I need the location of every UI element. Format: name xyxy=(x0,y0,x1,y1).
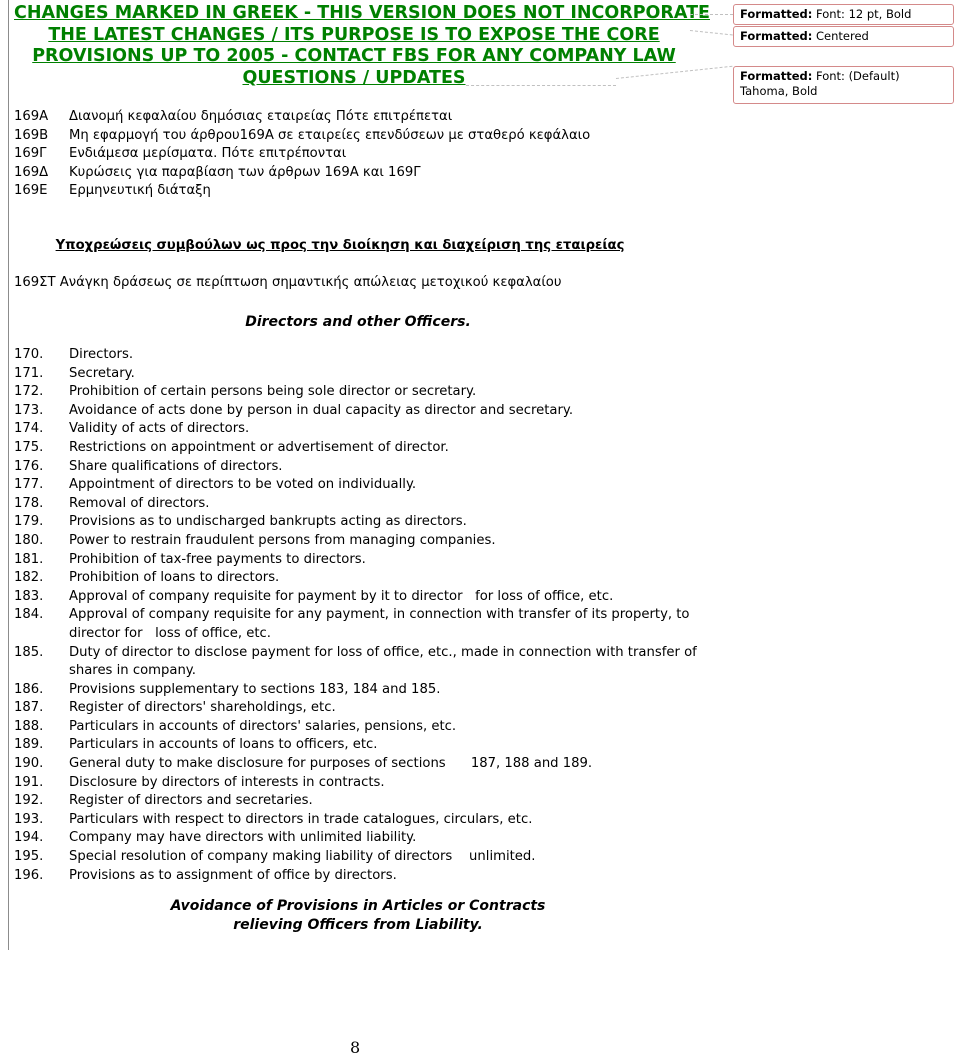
notice-line: CHANGES MARKED IN GREEK - THIS VERSION DOES NOT INCORPORATE xyxy=(14,3,710,23)
section-row xyxy=(14,829,714,848)
section-row xyxy=(14,755,714,774)
section-number: 195. xyxy=(14,849,44,865)
section-row xyxy=(14,439,714,458)
section-row xyxy=(14,458,714,477)
section-number: 188. xyxy=(14,718,44,734)
toc-num: 169Α xyxy=(14,109,49,124)
format-comment[interactable] xyxy=(733,66,954,104)
section-row xyxy=(14,383,714,402)
section-number: 185. xyxy=(14,644,44,660)
section-row xyxy=(14,569,714,588)
notice-banner xyxy=(14,3,710,89)
section-title: Appointment of directors to be voted on individually. xyxy=(69,477,417,493)
section-title: Particulars in accounts of loans to officers, etc. xyxy=(69,737,378,753)
section-row xyxy=(14,699,714,718)
section-title: Particulars with respect to directors in trade catalogues, circulars, etc. xyxy=(69,811,533,827)
section-row xyxy=(14,606,714,643)
section-number: 178. xyxy=(14,495,44,511)
section-row xyxy=(14,365,714,384)
toc-num: 169Γ xyxy=(14,146,47,162)
comment-value: Font: (Default) Tahoma, Bold xyxy=(740,69,900,98)
section-row xyxy=(14,718,714,737)
section-row xyxy=(14,644,714,681)
section-title: Approval of company requisite for payment by it to director for loss of office, etc. xyxy=(69,588,614,604)
section-row xyxy=(14,811,714,830)
section-number: 176. xyxy=(14,458,44,474)
toc-num: 169Ε xyxy=(14,183,48,199)
comment-value: Centered xyxy=(816,29,869,43)
section-row xyxy=(14,774,714,793)
section-number: 180. xyxy=(14,532,44,548)
format-comment[interactable] xyxy=(733,4,954,25)
section-title: Register of directors' shareholdings, etc. xyxy=(69,700,336,716)
comment-value: Font: 12 pt, Bold xyxy=(816,7,912,21)
section-title: Prohibition of certain persons being sole director or secretary. xyxy=(69,384,477,400)
section-row xyxy=(14,792,714,811)
section-title: Approval of company requisite for any payment, in connection with transfer of its property, to director for loss of office, etc. xyxy=(69,607,694,641)
toc-row xyxy=(14,164,590,183)
section-number: 186. xyxy=(14,681,44,697)
section-number: 174. xyxy=(14,421,44,437)
section-row xyxy=(14,681,714,700)
format-comment[interactable] xyxy=(733,26,954,47)
notice-line: THE LATEST CHANGES / ITS PURPOSE IS TO EXPOSE THE CORE xyxy=(48,24,660,45)
toc-text: Μη εφαρμογή του άρθρου169Α σε εταιρείες επενδύσεων με σταθερό κεφάλαιο xyxy=(69,127,591,143)
section-row xyxy=(14,588,714,607)
section-title: Special resolution of company making liability of directors unlimited. xyxy=(69,849,536,865)
section-title: General duty to make disclosure for purposes of sections 187, 188 and 189. xyxy=(69,756,593,772)
section-number: 171. xyxy=(14,365,44,381)
section-number: 182. xyxy=(14,570,44,586)
section-number: 181. xyxy=(14,551,44,567)
section-title: Power to restrain fraudulent persons from managing companies. xyxy=(69,532,496,548)
section-title: Removal of directors. xyxy=(69,495,210,511)
section-number: 173. xyxy=(14,402,44,418)
toc-text: Ενδιάμεσα μερίσματα. Πότε επιτρέπονται xyxy=(69,146,347,162)
section-title: Duty of director to disclose payment for loss of office, etc., made in connection with transfer of shares in company. xyxy=(69,644,701,679)
page-number: 8 xyxy=(350,1038,361,1057)
section-number: 177. xyxy=(14,477,44,493)
section-row xyxy=(14,420,714,439)
section-row xyxy=(14,513,714,532)
section-row xyxy=(14,495,714,514)
section-row xyxy=(14,346,714,365)
section-title: Restrictions on appointment or advertisement of director. xyxy=(69,439,449,455)
section-title: Provisions supplementary to sections 183, 184 and 185. xyxy=(69,681,441,697)
comment-label: Formatted: xyxy=(740,7,813,21)
comment-connector xyxy=(690,14,733,15)
sections-list xyxy=(14,346,714,885)
toc-num: 169Δ xyxy=(14,164,49,180)
section-heading: Directors and other Officers. xyxy=(245,314,471,330)
toc-row xyxy=(14,127,590,146)
toc-row xyxy=(14,182,590,201)
toc-num: 169Β xyxy=(14,127,49,143)
toc-text: Ερμηνευτική διάταξη xyxy=(69,183,211,199)
section-row xyxy=(14,532,714,551)
section-title: Avoidance of acts done by person in dual capacity as director and secretary. xyxy=(69,402,574,418)
section-number: 187. xyxy=(14,700,44,716)
section-number: 175. xyxy=(14,439,44,455)
section-row xyxy=(14,867,714,886)
section-title: Provisions as to assignment of office by directors. xyxy=(69,867,397,883)
section-row xyxy=(14,476,714,495)
section-number: 183. xyxy=(14,588,44,604)
heading-line: relieving Officers from Liability. xyxy=(233,917,483,933)
section-title: Directors. xyxy=(69,347,134,362)
greek-toc xyxy=(14,108,590,201)
notice-line: PROVISIONS UP TO 2005 - CONTACT FBS FOR ANY COMPANY LAW xyxy=(32,46,676,66)
section-title: Provisions as to undischarged bankrupts acting as directors. xyxy=(69,514,467,530)
section-number: 179. xyxy=(14,514,44,530)
section-row xyxy=(14,848,714,867)
toc-row xyxy=(14,145,590,164)
section-row xyxy=(14,402,714,421)
section-title: Company may have directors with unlimited liability. xyxy=(69,830,417,846)
heading-line: Avoidance of Provisions in Articles or Contracts xyxy=(170,898,546,914)
margin-rule xyxy=(8,0,9,950)
section-heading-2 xyxy=(0,897,716,935)
section-title: Disclosure by directors of interests in contracts. xyxy=(69,774,385,790)
section-title: Validity of acts of directors. xyxy=(69,421,250,437)
comment-connector xyxy=(466,85,616,86)
section-number: 194. xyxy=(14,830,44,846)
section-title: Secretary. xyxy=(69,365,135,381)
section-number: 193. xyxy=(14,811,44,827)
section-number: 184. xyxy=(14,607,44,623)
section-title: Prohibition of tax-free payments to directors. xyxy=(69,551,366,567)
toc-row xyxy=(14,108,590,127)
section-title: Register of directors and secretaries. xyxy=(69,793,313,809)
toc-text: Διανομή κεφαλαίου δημόσιας εταιρείας Πότε επιτρέπεται xyxy=(69,109,453,124)
section-row xyxy=(14,551,714,570)
comment-label: Formatted: xyxy=(740,69,813,83)
section-number: 192. xyxy=(14,793,44,809)
section-title: Share qualifications of directors. xyxy=(69,458,283,474)
section-title: Prohibition of loans to directors. xyxy=(69,570,280,586)
section-number: 189. xyxy=(14,737,44,753)
section-number: 196. xyxy=(14,867,44,883)
comment-label: Formatted: xyxy=(740,29,813,43)
section-number: 170. xyxy=(14,347,44,362)
section-number: 191. xyxy=(14,774,44,790)
section-number: 172. xyxy=(14,384,44,400)
section-row xyxy=(14,736,714,755)
notice-line: QUESTIONS / UPDATES xyxy=(242,67,466,88)
section-number: 190. xyxy=(14,756,44,772)
greek-section-line: 169ΣΤ Ανάγκη δράσεως σε περίπτωση σημαντικής απώλειας μετοχικού κεφαλαίου xyxy=(14,275,562,290)
section-title: Particulars in accounts of directors' salaries, pensions, etc. xyxy=(69,718,457,734)
toc-text: Κυρώσεις για παραβίαση των άρθρων 169Α και 169Γ xyxy=(69,164,421,180)
greek-section-heading: Υποχρεώσεις συμβούλων ως προς την διοίκηση και διαχείριση της εταιρείας xyxy=(55,238,625,253)
